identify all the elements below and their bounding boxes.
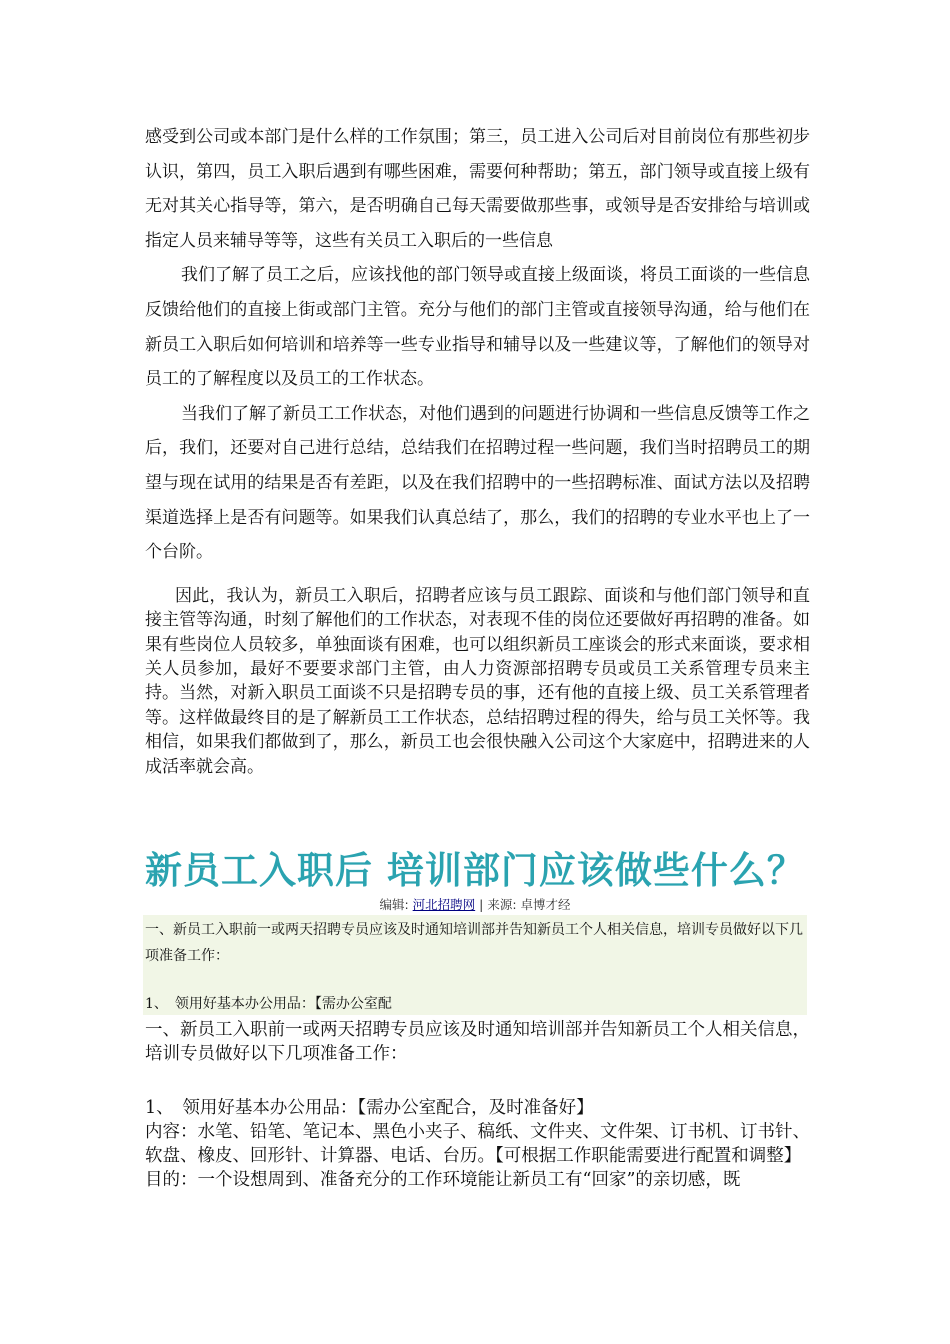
section-purpose: 目的：一个设想周到、准备充分的工作环境能让新员工有“回家”的亲切感，既 [145,1170,741,1190]
paragraph-3: 当我们了解了新员工工作状态，对他们遇到的问题进行协调和一些信息反馈等工作之后，我们，还要对自己进行总结，总结我们在招聘过程一些问题，我们当时招聘员工的期望与现在试用的结果是否有差距，以及在我们招聘中的一些招聘标准、面试方法以及招聘渠道选择上是否有问题等。如果我们认真总结了，那么，我们的招聘的专业水平也上了一个台阶。 [145,403,810,563]
excerpt-spacer [145,969,805,991]
excerpt-box [143,915,807,1015]
section-body [145,1018,810,1192]
excerpt-line-2: 1、 领用好基本办公用品：【需办公室配 [145,996,392,1012]
article-headline: 新员工入职后 培训部门应该做些什么？ [145,848,805,892]
paragraph-1: 感受到公司或本部门是什么样的工作氛围；第三，员工进入公司后对目前岗位有那些初步认识，第四，员工入职后遇到有哪些困难，需要何种帮助；第五，部门领导或直接上级有无对其关心指导等，第六，是否明确自己每天需要做那些事，或领导是否安排给与培训或指定人员来辅导等等，这些有关员工入职后的一些信息 [145,127,810,251]
byline [0,895,950,913]
section-intro: 一、新员工入职前一或两天招聘专员应该及时通知培训部并告知新员工个人相关信息，培训专员做好以下几项准备工作： [145,1020,810,1064]
section-spacer [145,1066,810,1090]
excerpt-line-1: 一、新员工入职前一或两天招聘专员应该及时通知培训部并告知新员工个人相关信息，培训专员做好以下几项准备工作： [145,922,803,964]
byline-prefix: 编辑: [379,897,409,912]
section-content: 内容：水笔、铅笔、笔记本、黑色小夹子、稿纸、文件夹、文件架、订书机、订书针、软盘、橡皮、回形针、计算器、电话、台历。【可根据工作职能需要进行配置和调整】 [145,1122,810,1166]
paragraph-2: 我们了解了员工之后，应该找他的部门领导或直接上级面谈，将员工面谈的一些信息反馈给他们的直接上街或部门主管。充分与他们的部门主管或直接领导沟通，给与他们在新员工入职后如何培训和培养等一些专业指导和辅导以及一些建议等，了解他们的领导对员工的了解程度以及员工的工作状态。 [145,265,810,390]
paragraph-4: 因此，我认为，新员工入职后，招聘者应该与员工跟踪、面谈和与他们部门领导和直接主管等沟通，时刻了解他们的工作状态，对表现不佳的岗位还要做好再招聘的准备。如果有些岗位人员较多，单独面谈有困难，也可以组织新员工座谈会的形式来面谈，要求相关人员参加，最好不要要求部门主管，由人力资源部招聘专员或员工关系管理专员来主持。当然，对新入职员工面谈不只是招聘专员的事，还有他的直接上级、员工关系管理者等。这样做最终目的是了解新员工工作状态，总结招聘过程的得失，给与员工关怀等。我相信，如果我们都做到了，那么，新员工也会很快融入公司这个大家庭中，招聘进来的人成活率就会高。 [145,585,810,777]
section-item-1: 1、 领用好基本办公用品：【需办公室配合，及时准备好】 [145,1098,594,1118]
byline-site-link[interactable]: 河北招聘网 [412,897,476,912]
byline-source: 来源: 卓博才经 [487,897,571,912]
article-body [145,120,810,779]
byline-separator: | [479,897,484,912]
